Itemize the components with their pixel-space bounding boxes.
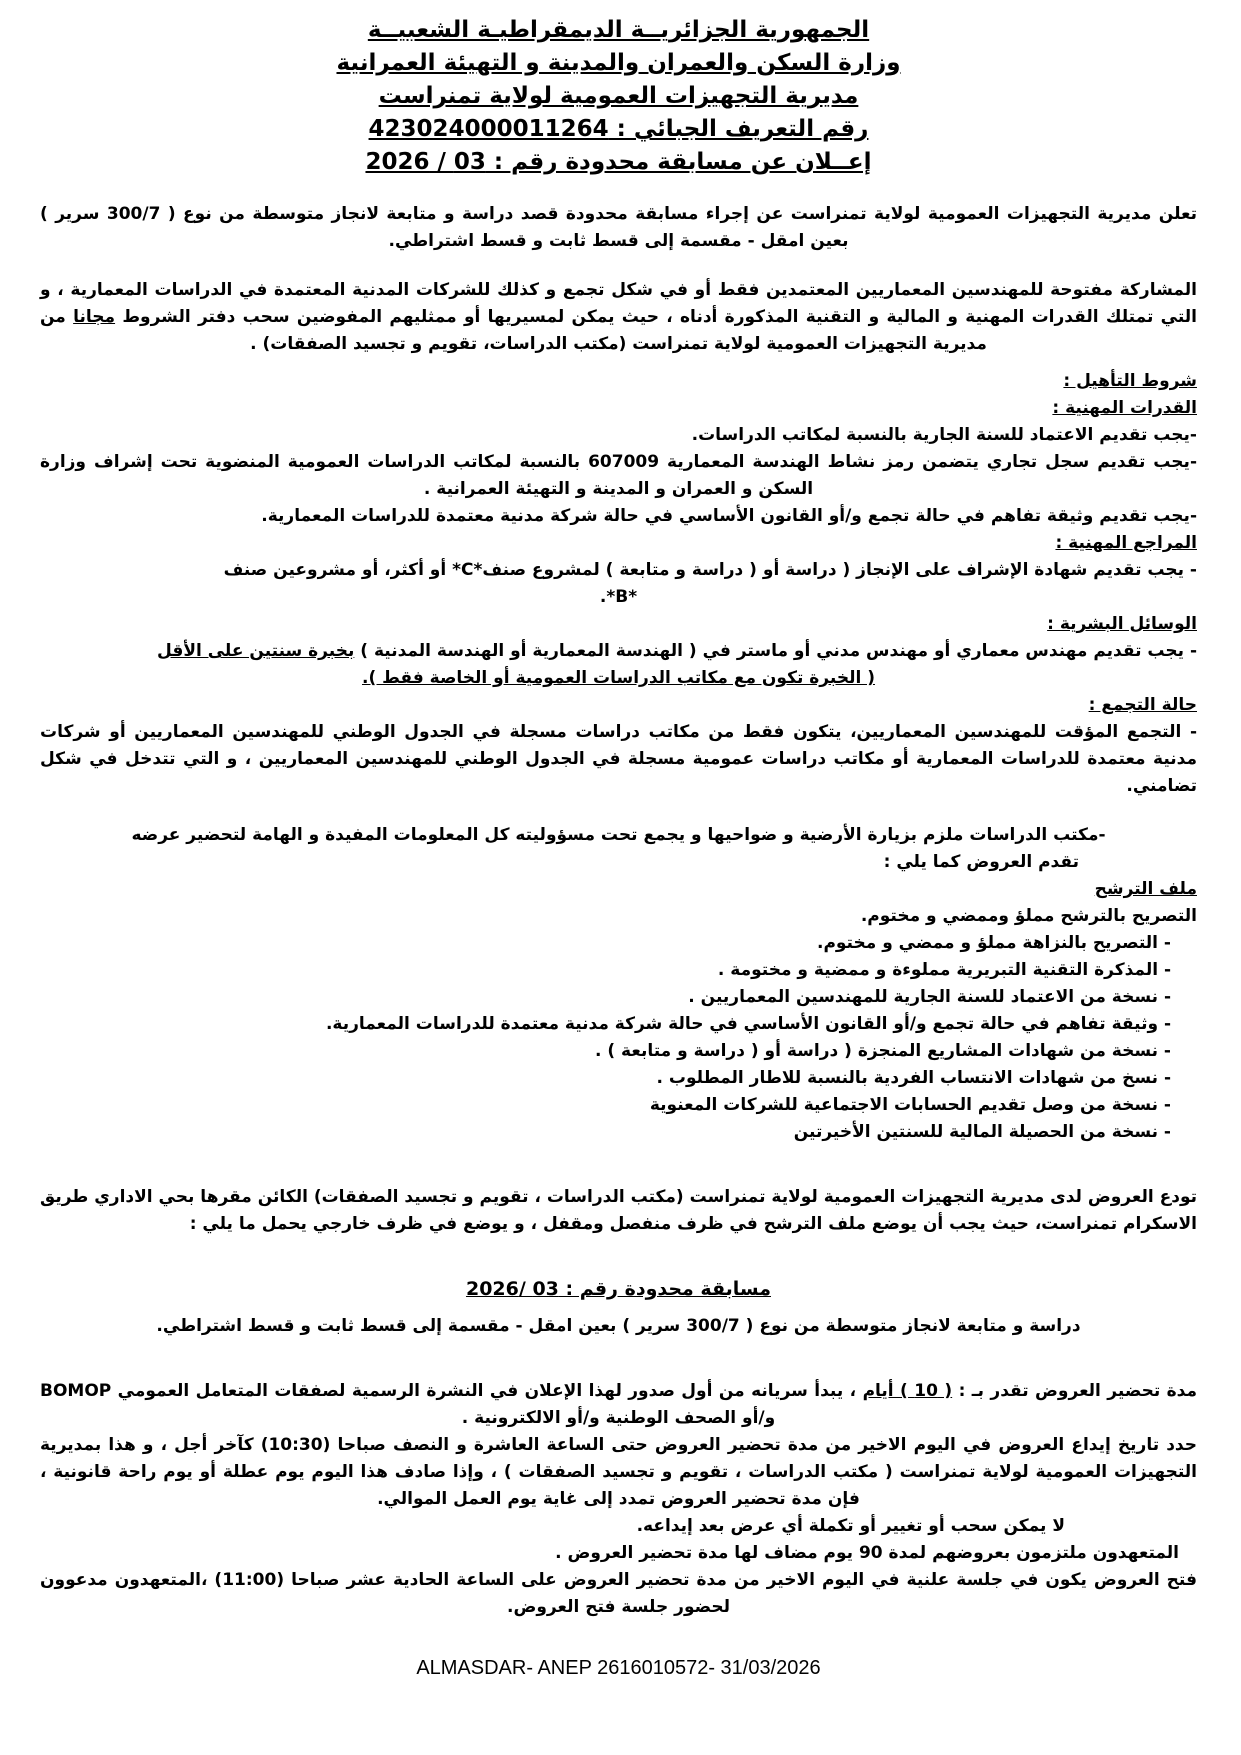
professional-capacities-heading: القدرات المهنية : (1052, 398, 1197, 418)
human-resources-heading: الوسائل البشرية : (1047, 614, 1197, 634)
professional-references-heading: المراجع المهنية : (1055, 533, 1197, 553)
grouping-case-item: - التجمع المؤقت للمهندسين المعماريين، يتكون فقط من مكاتب دراسات مسجلة في الجدول الوطني للمهندسين المعماريين أو شركات مدنية معتمدة للدراسات المعمارية أو مكاتب دراسات عمومية مسجلة في الجدول الوطني للمهندسين المعماريين ، و التي تتدخل في شكل تضامني. (40, 722, 1197, 796)
human-resources-text: - يجب تقديم مهندس معماري أو مهندس مدني أو ماستر في ( الهندسة المعمارية أو الهندسة المدنية ) (354, 641, 1197, 661)
offers-validity-note: المتعهدون ملتزمون بعروضهم لمدة 90 يوم مضاف لها مدة تحضير العروض . (555, 1543, 1179, 1563)
offers-presentation-intro: تقدم العروض كما يلي : (883, 852, 1079, 872)
candidacy-file-item: - نسخة من وصل تقديم الحسابات الاجتماعية للشركات المعنوية (649, 1095, 1171, 1115)
no-modification-note: لا يمكن سحب أو تغيير أو تكملة أي عرض بعد إيداعه. (636, 1516, 1065, 1536)
experience-underline: بخبرة سنتين على الأقل (157, 641, 355, 661)
grouping-case-heading: حالة التجمع : (1088, 695, 1197, 715)
references-item: - يجب تقديم شهادة الإشراف على الإنجاز ( دراسة أو ( دراسة و متابعة ) لمشروع صنف*C* أو أكثر، أو مشروعين صنف (223, 560, 1197, 580)
candidacy-file-item: التصريح بالترشح مملؤ وممضي و مختوم. (860, 906, 1197, 926)
professional-capacity-item: -يجب تقديم وثيقة تفاهم في حالة تجمع و/أو القانون الأساسي في حالة شركة مدنية معتمدة للدراسات المعمارية. (261, 506, 1197, 526)
free-of-charge-underline: مجانا (73, 307, 116, 327)
anep-footer: ALMASDAR- ANEP 2616010572- 31/03/2026 (416, 1657, 821, 1679)
header-announcement-line: إعــلان عن مسابقة محدودة رقم : 03 / 2026 (365, 149, 872, 175)
header-tax-id-line: رقم التعريف الجبائي : 423024000011264 (368, 116, 869, 142)
envelope-competition-subtitle: دراسة و متابعة لانجاز متوسطة من نوع ( 300/7 سرير ) بعين امقل - مقسمة إلى قسط ثابت و قسط اشتراطي. (156, 1316, 1081, 1336)
header-ministry-line: وزارة السكن والعمران والمدينة و التهيئة العمرانية (336, 50, 901, 76)
professional-capacity-item: -يجب تقديم الاعتماد للسنة الجارية بالنسبة لمكاتب الدراسات. (691, 425, 1197, 445)
candidacy-file-item: - نسخة من الاعتماد للسنة الجارية للمهندسين المعماريين . (688, 987, 1171, 1007)
participation-text: المشاركة مفتوحة للمهندسين المعماريين المعتمدين فقط أو في شكل تجمع و كذلك للشركات المدنية المعتمدة في الدراسات المعمارية ، و التي تمتلك القدرات المهنية و المالية و التقنية المذكورة أدناه ، حيث يمكن لمسيريها أو ممثليهم المفوضين سحب دفتر الشروط (40, 280, 1197, 327)
candidacy-file-item: - نسخة من شهادات المشاريع المنجزة ( دراسة أو ( دراسة و متابعة ) . (594, 1041, 1171, 1061)
candidacy-file-item: - نسخة من الحصيلة المالية للسنتين الأخيرتين (793, 1122, 1171, 1142)
human-resources-item (40, 638, 1197, 665)
site-visit-note: -مكتب الدراسات ملزم بزيارة الأرضية و ضواحيها و يجمع تحت مسؤوليته كل المعلومات المفيدة و الهامة لتحضير عرضه (131, 825, 1106, 845)
professional-capacity-item: -يجب تقديم سجل تجاري يتضمن رمز نشاط الهندسة المعمارية 607009 بالنسبة لمكاتب الدراسات العمومية المنضوية تحت إشراف وزارة السكن و العمران و المدينة و التهيئة العمرانية . (40, 452, 1197, 499)
opening-session-paragraph: فتح العروض يكون في جلسة علنية في اليوم الاخير من مدة تحضير العروض على الساعة الحادية عشر صباحا (11:00) ،المتعهدون مدعوون لحضور جلسة فتح العروض. (40, 1570, 1197, 1617)
participation-paragraph (40, 277, 1197, 358)
candidacy-file-item: - التصريح بالنزاهة مملؤ و ممضي و مختوم. (816, 933, 1171, 953)
human-resources-item-note: ( الخبرة تكون مع مكاتب الدراسات العمومية أو الخاصة فقط ). (362, 668, 875, 688)
ten-days-underline: ( 10 ) أيام (862, 1381, 953, 1401)
header-directorate-line: مديرية التجهيزات العمومية لولاية تمنراست (378, 83, 859, 109)
preparation-text: مدة تحضير العروض تقدر بـ : (952, 1381, 1198, 1401)
candidacy-file-item: - نسخ من شهادات الانتساب الفردية بالنسبة للاطار المطلوب . (656, 1068, 1171, 1088)
preparation-duration-paragraph (40, 1378, 1197, 1432)
announcement-paragraph: تعلن مديرية التجهيزات العمومية لولاية تمنراست عن إجراء مسابقة محدودة قصد دراسة و متابعة لانجاز متوسطة من نوع ( 300/7 سرير ) بعين امقل - مقسمة إلى قسط ثابت و قسط اشتراطي. (40, 204, 1198, 251)
deposit-deadline-paragraph: حدد تاريخ إيداع العروض في اليوم الاخير من مدة تحضير العروض حتى الساعة العاشرة و النصف صباحا (10:30) كآخر أجل ، و هذا بمديرية التجهيزات العمومية لولاية تمنراست ( مكتب الدراسات ، تقويم و تجسيد الصفقات ) ، وإذا صادف هذا اليوم يوم عطلة أو يوم راحة قانونية ، فإن مدة تحضير العروض تمدد إلى غاية يوم العمل الموالي. (40, 1435, 1198, 1509)
candidacy-file-item: - المذكرة التقنية التبريرية مملوءة و ممضية و مختومة . (717, 960, 1171, 980)
header-republic-line: الجمهورية الجزائريــة الديمقراطيـة الشعبيــة (367, 17, 870, 43)
candidacy-file-heading: ملف الترشح (1094, 879, 1197, 899)
submission-paragraph: تودع العروض لدى مديرية التجهيزات العمومية لولاية تمنراست (مكتب الدراسات ، تقويم و تجسيد الصفقات) الكائن مقرها بحي الاداري طريق الاسكرام تمنراست، حيث يجب أن يوضع ملف الترشح في ظرف منفصل ومقفل ، و يوضع في ظرف خارجي يحمل ما يلي : (40, 1187, 1197, 1234)
preparation-text-tail: ، يبدأ سريانه من أول صدور لهذا الإعلان في النشرة الرسمية لصفقات المتعامل العمومي BOMOP و/أو الصحف الوطنية و/أو الالكترونية . (40, 1381, 863, 1428)
qualification-terms-heading: شروط التأهيل : (1063, 371, 1197, 391)
envelope-competition-title: مسابقة محدودة رقم : 03 /2026 (465, 1278, 771, 1300)
references-item-tail: *B*. (599, 587, 638, 607)
candidacy-file-item: - وثيقة تفاهم في حالة تجمع و/أو القانون الأساسي في حالة شركة مدنية معتمدة للدراسات المعمارية. (325, 1014, 1171, 1034)
participation-text-tail: من مديرية التجهيزات العمومية لولاية تمنراست (مكتب الدراسات، تقويم و تجسيد الصفقات) . (40, 307, 987, 354)
